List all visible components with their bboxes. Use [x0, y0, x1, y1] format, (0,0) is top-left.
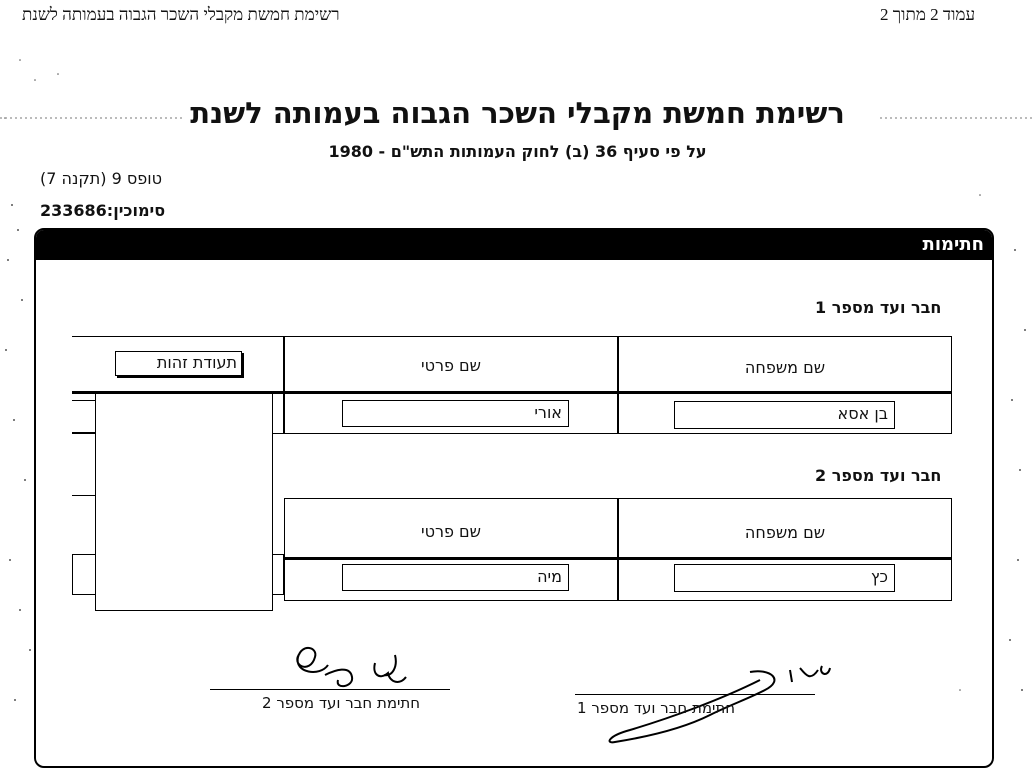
member-1-first-name-field[interactable]: אורי: [342, 400, 569, 427]
member-2-last-name-cell: [618, 560, 952, 601]
member-2-first-name-header-cell: [284, 498, 618, 560]
member-1-last-name-header-cell: [618, 336, 952, 394]
member-1-signature-line: [575, 694, 815, 695]
member-2-last-name-header: שם משפחה: [744, 523, 826, 542]
member-1-last-name-cell: [618, 394, 952, 434]
signatures-panel-title: חתימות: [922, 234, 984, 255]
member-2-signature-line: [210, 689, 450, 690]
member-2-signature-mark: [280, 635, 430, 695]
member-1-first-name-cell: [284, 394, 618, 434]
signatures-panel-header: [36, 230, 992, 260]
member-1-first-name-header: שם פרטי: [420, 356, 481, 375]
form-type: טופס 9 (תקנה 7): [40, 169, 162, 188]
page-header-page-number: עמוד 2 מתוך 2: [880, 5, 976, 24]
row-stub: [72, 432, 95, 433]
member-2-first-name-header: שם פרטי: [420, 522, 481, 541]
reference-number: סימוכין:233686: [40, 201, 166, 220]
member-2-last-name-header-cell: [618, 498, 952, 560]
member-1-first-name-header-cell: [284, 336, 618, 394]
member-1-id-header-cell: [72, 336, 284, 394]
row-stub: [72, 400, 95, 401]
member-2-last-name-field[interactable]: כץ: [674, 564, 895, 592]
member-2-label: חבר ועד מספר 2: [815, 466, 942, 485]
member-2-first-name-cell: [284, 560, 618, 601]
document-title: רשימת חמשת מקבלי השכר הגבוה בעמותה לשנת: [190, 96, 845, 130]
member-1-last-name-field[interactable]: בן אסא: [674, 401, 895, 429]
member-1-last-name-header: שם משפחה: [744, 358, 826, 377]
row-stub: [72, 495, 95, 496]
member-2-signature-caption: חתימת חבר ועד מספר 2: [262, 694, 421, 712]
member-2-first-name-field[interactable]: מיה: [342, 564, 569, 591]
document-subtitle: על פי סעיף 36 (ב) לחוק העמותות התש"ם - 1980: [328, 142, 707, 161]
member-1-label: חבר ועד מספר 1: [815, 298, 942, 317]
page-header-left: רשימת חמשת מקבלי השכר הגבוה בעמותה לשנת: [22, 5, 340, 24]
member-1-signature-caption: חתימת חבר ועד מספר 1: [577, 699, 736, 717]
redacted-area: [95, 393, 273, 611]
member-1-id-header: תעודת זהות: [115, 351, 242, 376]
